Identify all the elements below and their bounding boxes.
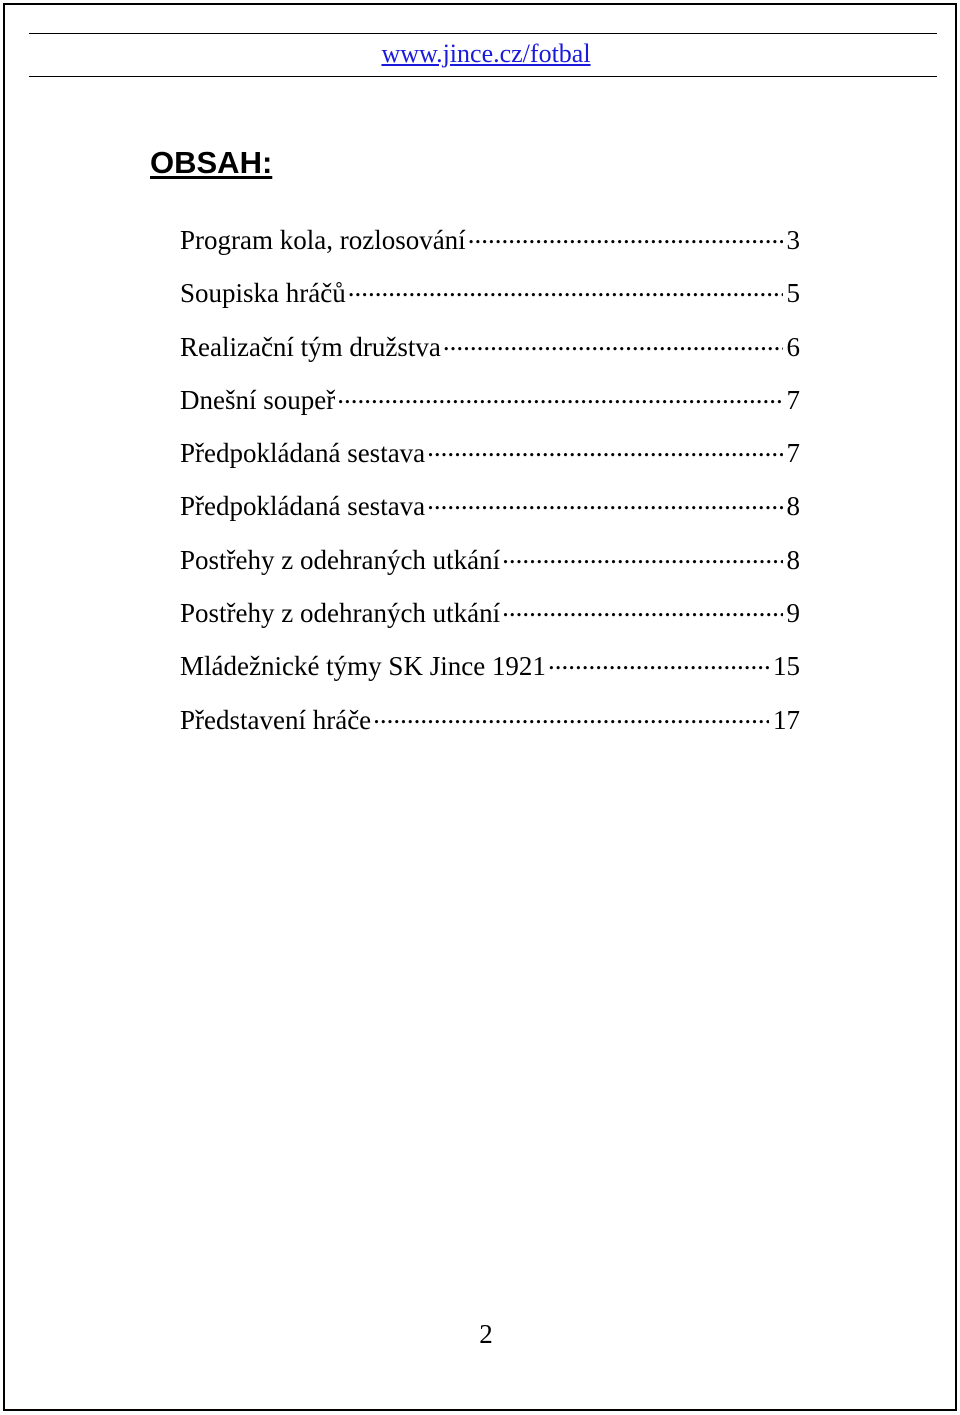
toc-entry[interactable] xyxy=(180,271,800,324)
page-title: OBSAH: xyxy=(150,145,273,180)
toc-entry-label: Soupiska hráčů xyxy=(180,278,346,309)
toc-dot-leader xyxy=(373,699,769,729)
toc-entry[interactable] xyxy=(180,591,800,644)
document-page xyxy=(3,3,957,1411)
toc-entry-page: 9 xyxy=(786,598,800,629)
toc-entry-label: Představení hráče xyxy=(180,704,372,735)
toc-entry-page: 8 xyxy=(786,491,800,522)
toc-entry-label: Mládežnické týmy SK Jince 1921 xyxy=(180,651,546,682)
header-rule-bottom xyxy=(29,76,937,77)
toc-entry-page: 3 xyxy=(786,225,800,255)
page-number: 2 xyxy=(479,1319,493,1349)
toc-entry-page: 7 xyxy=(786,438,800,469)
toc-dot-leader xyxy=(502,539,782,569)
toc-entry-page: 7 xyxy=(786,384,800,415)
toc-entry-page: 6 xyxy=(786,331,800,362)
toc-dot-leader xyxy=(348,272,783,302)
toc-entry[interactable] xyxy=(180,644,800,697)
toc-entry[interactable] xyxy=(180,325,800,378)
toc-entry-page: 8 xyxy=(786,544,800,575)
toc-entry-label: Postřehy z odehraných utkání xyxy=(180,598,501,629)
toc-entry[interactable] xyxy=(180,538,800,591)
toc-entry-label: Program kola, rozlosování xyxy=(180,225,466,255)
toc-entry-label: Realizační tým družstva xyxy=(180,331,441,362)
toc-entry-label: Postřehy z odehraných utkání xyxy=(180,544,501,575)
toc-entry-page: 17 xyxy=(773,704,800,735)
website-link[interactable]: www.jince.cz/fotbal xyxy=(381,39,591,68)
table-of-contents xyxy=(180,218,800,751)
toc-dot-leader xyxy=(427,432,782,462)
toc-entry-label: Dnešní soupeř xyxy=(180,384,336,415)
toc-dot-leader xyxy=(468,219,783,249)
toc-dot-leader xyxy=(443,326,783,356)
toc-entry-page: 5 xyxy=(786,278,800,309)
toc-entry[interactable] xyxy=(180,431,800,484)
header-rule-top xyxy=(29,33,937,34)
toc-entry[interactable] xyxy=(180,484,800,537)
toc-entry-page: 15 xyxy=(773,651,800,682)
toc-entry[interactable] xyxy=(180,698,800,751)
toc-entry-label: Předpokládaná sestava xyxy=(180,491,426,522)
toc-dot-leader xyxy=(427,485,782,515)
toc-dot-leader xyxy=(337,379,782,409)
toc-entry-label: Předpokládaná sestava xyxy=(180,438,426,469)
toc-entry[interactable] xyxy=(180,218,800,271)
toc-entry[interactable] xyxy=(180,378,800,431)
toc-dot-leader xyxy=(502,592,782,622)
toc-dot-leader xyxy=(548,645,769,675)
